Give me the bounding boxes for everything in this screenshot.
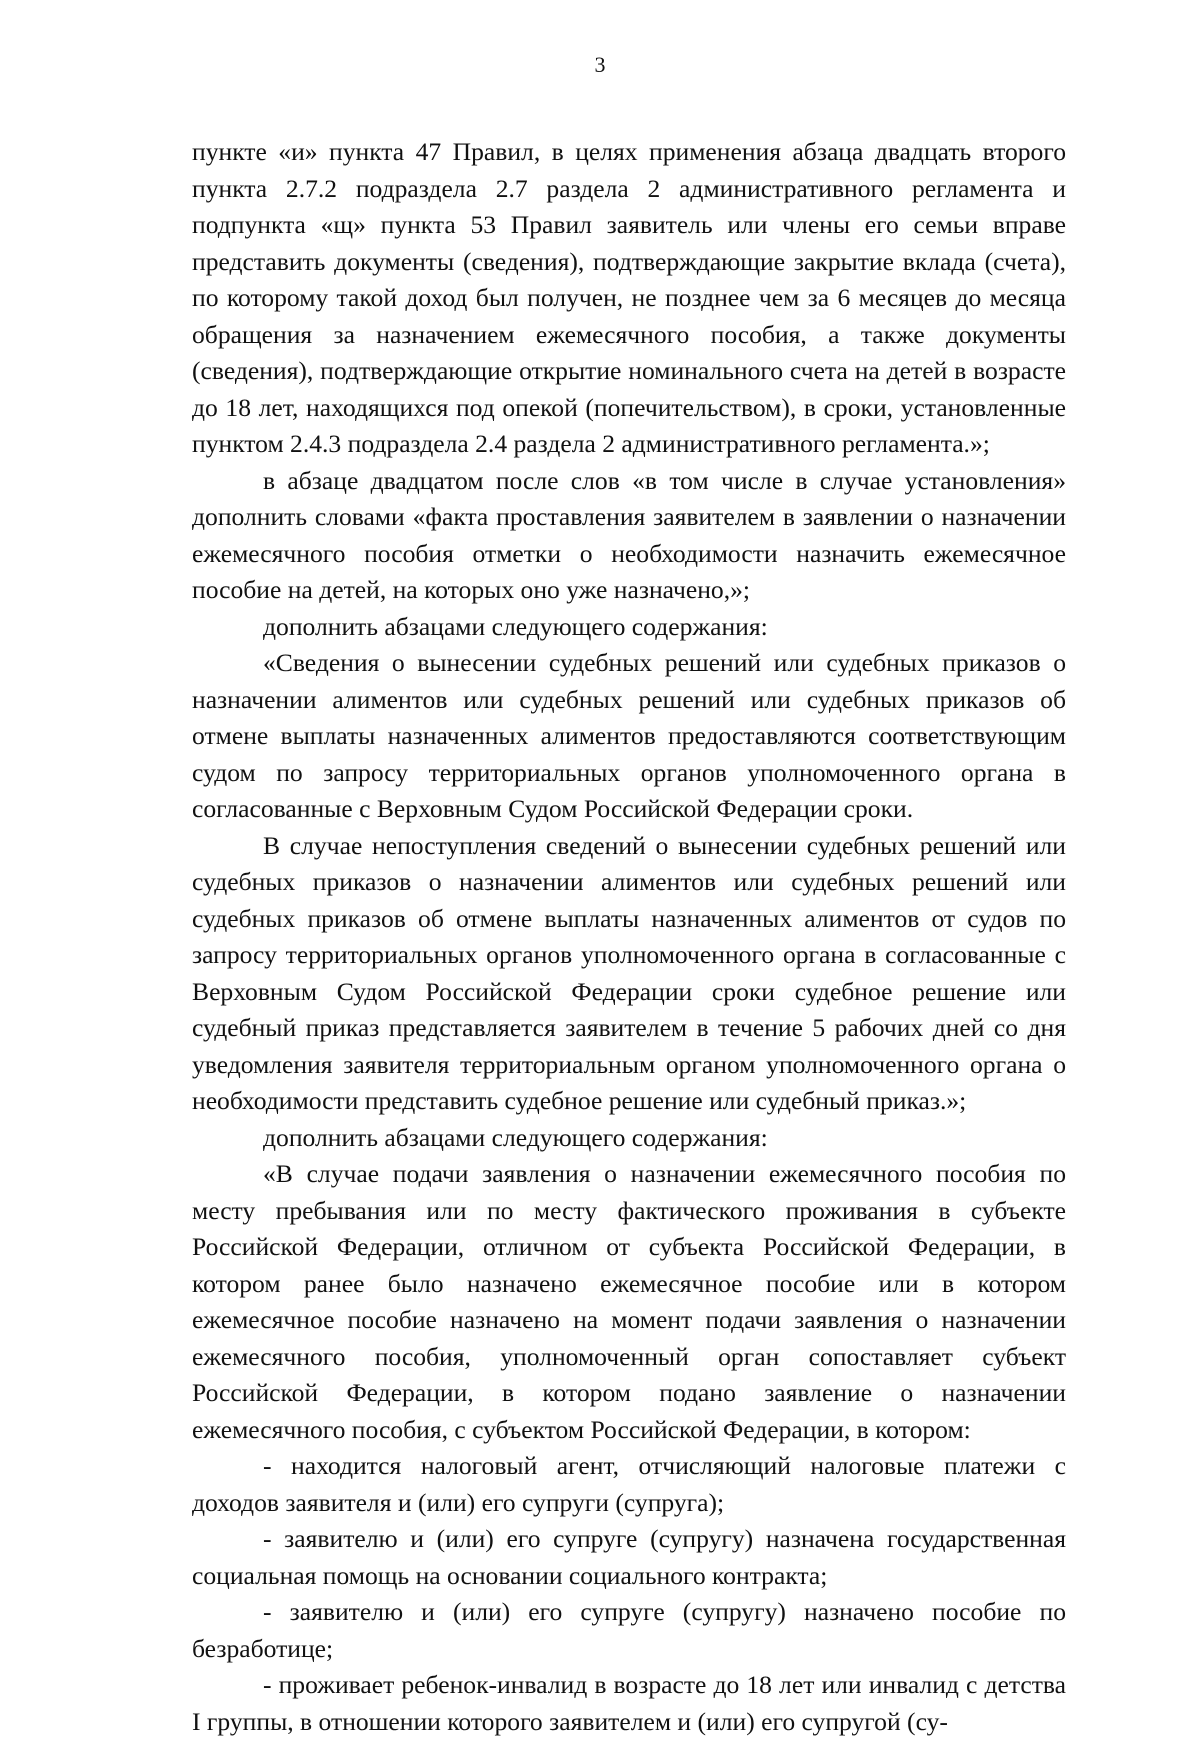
paragraph-continuation: пункте «и» пункта 47 Правил, в целях применения абзаца двадцать второго пункта 2.7.2 подраздела 2.7 раздела 2 административного регламента и подпункта «щ» пункта 53 Правил заявитель или члены его семьи вправе представить документы (сведения), подтверждающие закрытие вклада (счета), по которому такой доход был получен, не позднее чем за 6 месяцев до месяца обращения за назначением ежемесячного пособия, а также документы (сведения), подтверждающие открытие номинального счета на детей в возрасте до 18 лет, находящихся под опекой (попечительством), в сроки, установленные пунктом 2.4.3 подраздела 2.4 раздела 2 административного регламента.»; — [192, 137, 1066, 458]
list-item-disabled-child: - проживает ребенок-инвалид в возрасте до 18 лет или инвалид с детства I группы, в отношении которого заявителем и (или) его супругой (су- — [192, 1670, 1066, 1736]
list-item-social-contract: - заявителю и (или) его супруге (супругу) назначена государственная социальная помощь на основании социального контракта; — [192, 1524, 1066, 1590]
paragraph-residence-case: «В случае подачи заявления о назначении ежемесячного пособия по месту пребывания или по месту фактического проживания в субъекте Российской Федерации, отличном от субъекта Российской Федерации, в котором ранее было назначено ежемесячное пособие или в котором ежемесячное пособие назначено на момент подачи заявления о назначении ежемесячного пособия, уполномоченный орган сопоставляет субъект Российской Федерации, в котором подано заявление о назначении ежемесячного пособия, с субъектом Российской Федерации, в котором: — [192, 1159, 1066, 1444]
list-item-tax-agent: - находится налоговый агент, отчисляющий налоговые платежи с доходов заявителя и (или) его супруги (супруга); — [192, 1451, 1066, 1517]
paragraph-court-info: «Сведения о вынесении судебных решений или судебных приказов о назначении алиментов или судебных решений или судебных приказов об отмене выплаты назначенных алиментов предоставляются соответствующим судом по запросу территориальных органов уполномоченного органа в согласованные с Верховным Судом Российской Федерации сроки. — [192, 648, 1066, 823]
paragraph-amendment-twentieth: в абзаце двадцатом после слов «в том числе в случае установления» дополнить словами «факта проставления заявителем в заявлении о назначении ежемесячного пособия отметки о необходимости назначить ежемесячное пособие на детей, на которых оно уже назначено,»; — [192, 465, 1066, 604]
paragraph-supplement-intro: дополнить абзацами следующего содержания: — [263, 611, 768, 641]
page-number: 3 — [594, 52, 606, 77]
paragraph-supplement-intro-2: дополнить абзацами следующего содержания: — [263, 1122, 768, 1152]
list-item-unemployment: - заявителю и (или) его супруге (супругу) назначено пособие по безработице; — [192, 1597, 1066, 1663]
paragraph-court-nonreceipt: В случае непоступления сведений о вынесении судебных решений или судебных приказов о назначении алиментов или судебных решений или судебных приказов об отмене выплаты назначенных алиментов от судов по запросу территориальных органов уполномоченного органа в согласованные с Верховным Судом Российской Федерации сроки судебное решение или судебный приказ представляется заявителем в течение 5 рабочих дней со дня уведомления заявителя территориальным органом уполномоченного органа о необходимости представить судебное решение или судебный приказ.»; — [192, 830, 1066, 1115]
document-body — [192, 134, 1066, 1740]
